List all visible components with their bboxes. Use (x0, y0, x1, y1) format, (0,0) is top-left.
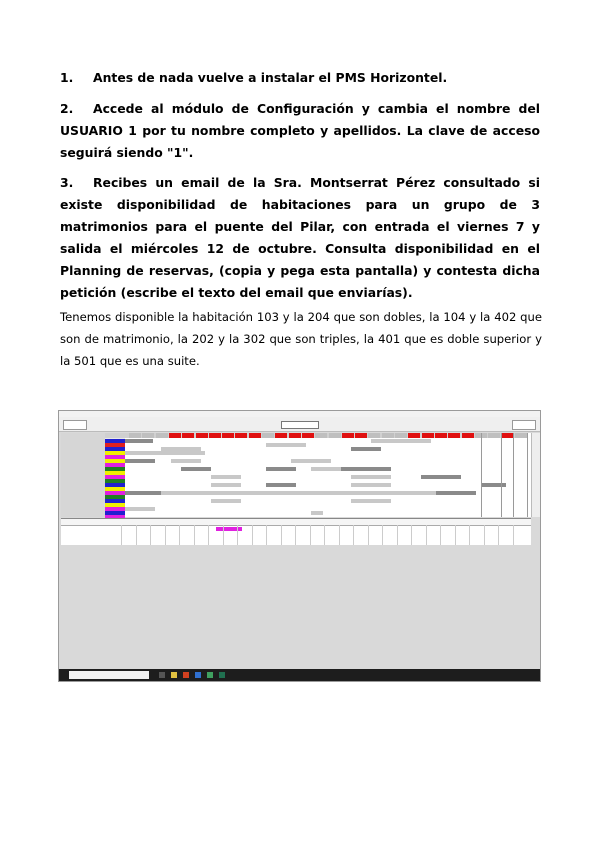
day-header-cell (462, 433, 474, 438)
booking-block (266, 467, 296, 471)
day-header-cell (501, 433, 513, 438)
answer-paragraph: Tenemos disponible la habitación 103 y la 204 que son dobles, la 104 y la 402 que son de matrimonio, la 202 y la 302 que son triples, la 401 que es doble superior y la 501 que es una suite. (60, 310, 542, 368)
screenshot-date-box (281, 421, 319, 429)
taskbar-icon (171, 672, 177, 678)
day-header-cell (435, 433, 447, 438)
summary-line (353, 525, 354, 545)
summary-line (136, 525, 137, 545)
taskbar-icon (219, 672, 225, 678)
summary-line (223, 525, 224, 545)
taskbar-icon (195, 672, 201, 678)
summary-line (310, 525, 311, 545)
summary-line (339, 525, 340, 545)
instruction-item-1 (60, 67, 540, 89)
taskbar-icon (207, 672, 213, 678)
booking-block (351, 499, 391, 503)
day-header-cell (382, 433, 394, 438)
summary-line (455, 525, 456, 545)
day-header-cell (368, 433, 380, 438)
grid-line (513, 433, 514, 517)
summary-line (368, 525, 369, 545)
booking-block (266, 483, 296, 487)
item-text: Antes de nada vuelve a instalar el PMS Horizontel. (93, 70, 448, 85)
grid-side-panel (61, 433, 105, 517)
day-header-cell (342, 433, 354, 438)
day-header-cell (355, 433, 367, 438)
summary-ticks (61, 519, 531, 526)
booking-block (125, 491, 165, 495)
booking-block (481, 483, 506, 487)
booking-block (311, 511, 323, 515)
booking-block (421, 475, 461, 479)
day-header-cell (302, 433, 314, 438)
taskbar-icon (183, 672, 189, 678)
day-header-cell (315, 433, 327, 438)
day-header-cell (422, 433, 434, 438)
item-number: 2. (60, 101, 74, 116)
grid-line (501, 433, 502, 517)
day-header-row (105, 433, 525, 438)
screenshot-empty-area (59, 545, 540, 669)
item-text: Accede al módulo de Configuración y cambia el nombre del USUARIO 1 por tu nombre completo y apellidos. La clave de acceso seguirá siendo "1". (60, 101, 540, 160)
day-header-cell (262, 433, 274, 438)
day-header-cell (129, 433, 141, 438)
booking-block (291, 459, 331, 463)
booking-block (211, 483, 241, 487)
screenshot-taskbar (59, 669, 540, 681)
summary-line (484, 525, 485, 545)
day-header-cell (515, 433, 527, 438)
grid-scrollbar (531, 433, 540, 517)
summary-line (295, 525, 296, 545)
screenshot-right-button (512, 420, 536, 430)
day-header-cell (142, 433, 154, 438)
item-number: 1. (60, 70, 74, 85)
booking-block (311, 467, 341, 471)
day-header-cell (408, 433, 420, 438)
booking-block (211, 499, 241, 503)
booking-block (436, 491, 476, 495)
item-number: 3. (60, 175, 74, 190)
day-header-cell (275, 433, 287, 438)
day-header-cell (169, 433, 181, 438)
day-header-cell (196, 433, 208, 438)
summary-line (179, 525, 180, 545)
day-header-cell (235, 433, 247, 438)
booking-block (351, 475, 391, 479)
summary-line (411, 525, 412, 545)
planning-grid (61, 433, 531, 517)
summary-line (281, 525, 282, 545)
booking-block (266, 443, 306, 447)
day-header-cell (329, 433, 341, 438)
screenshot-left-button (63, 420, 87, 430)
summary-line (440, 525, 441, 545)
summary-strip (61, 518, 531, 545)
booking-block (125, 507, 155, 511)
grid-line (527, 433, 528, 517)
booking-block (211, 475, 241, 479)
instruction-item-2 (60, 98, 540, 164)
booking-block (341, 467, 391, 471)
grid-line (481, 433, 482, 517)
summary-highlight (216, 527, 242, 531)
booking-block (125, 451, 205, 455)
planning-screenshot (58, 410, 541, 682)
summary-line (513, 525, 514, 545)
screenshot-toolbar (59, 417, 540, 432)
booking-block (125, 459, 155, 463)
day-header-cell (222, 433, 234, 438)
booking-block (181, 467, 211, 471)
summary-line (397, 525, 398, 545)
day-header-cell (156, 433, 168, 438)
day-header-cell (182, 433, 194, 438)
day-header-cell (488, 433, 500, 438)
day-header-cell (448, 433, 460, 438)
item-text: Recibes un email de la Sra. Montserrat Pérez consultado si existe disponibilidad de habitaciones para un grupo de 3 matrimonios para el puente del Pilar, con entrada el viernes 7 y salida el miércoles 12 de octubre. Consulta disponibilidad en el Planning de reservas, (copia y pega esta pantalla) y contesta dicha petición (escribe el texto del email que enviarías). (60, 175, 540, 300)
booking-block (371, 439, 431, 443)
taskbar-icon (159, 672, 165, 678)
summary-line (426, 525, 427, 545)
summary-line (252, 525, 253, 545)
booking-block (351, 447, 381, 451)
booking-block (161, 491, 451, 495)
day-header-cell (209, 433, 221, 438)
summary-line (237, 525, 238, 545)
taskbar-search (69, 671, 149, 679)
instruction-item-3 (60, 172, 540, 304)
summary-line (208, 525, 209, 545)
summary-line (469, 525, 470, 545)
day-header-cell (395, 433, 407, 438)
summary-line (324, 525, 325, 545)
summary-line (194, 525, 195, 545)
summary-line (382, 525, 383, 545)
booking-block (125, 439, 153, 443)
booking-block (171, 459, 201, 463)
summary-line (121, 525, 122, 545)
summary-line (165, 525, 166, 545)
day-header-cell (289, 433, 301, 438)
day-header-cell (249, 433, 261, 438)
summary-line (498, 525, 499, 545)
booking-block (351, 483, 391, 487)
summary-line (266, 525, 267, 545)
summary-line (150, 525, 151, 545)
